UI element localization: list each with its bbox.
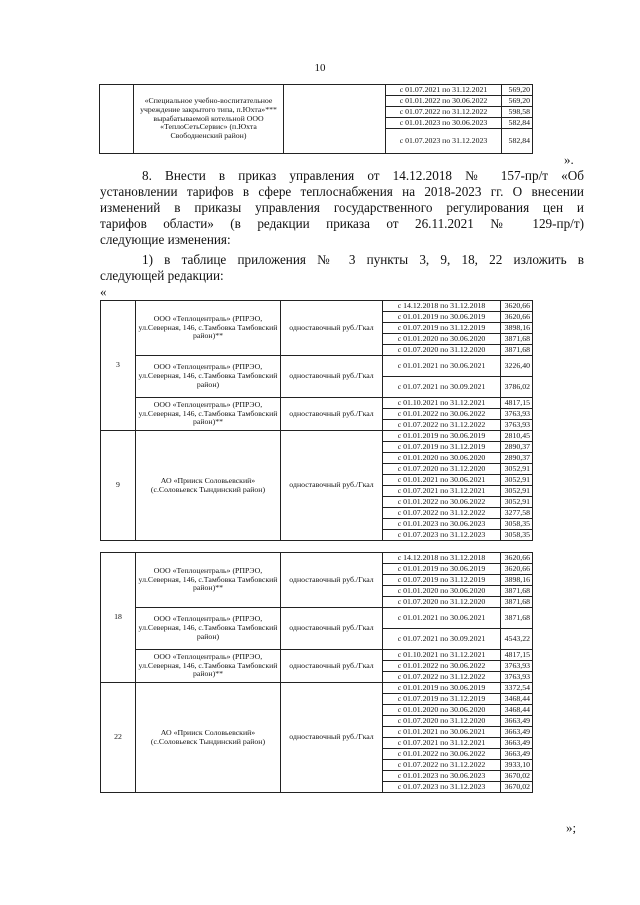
period-cell: с 14.12.2018 по 31.12.2018 — [383, 553, 501, 564]
value-cell: 582,84 — [502, 129, 533, 154]
paragraph-line: тарифов области» (в редакции приказа от 26.11.2021 № 129-пр/т) — [100, 216, 584, 231]
org-cell: АО «Прииск Соловьевский» (с.Соловьевск Тындинский район) — [136, 431, 281, 541]
period-cell: с 01.07.2023 по 31.12.2023 — [383, 782, 501, 793]
value-cell: 3620,66 — [501, 301, 533, 312]
period-cell: с 01.01.2021 по 30.06.2021 — [383, 475, 501, 486]
closing-quote: ». — [564, 152, 574, 167]
closing-quote: »; — [566, 820, 577, 835]
value-cell: 3663,49 — [501, 716, 533, 727]
empty-unit-cell — [284, 85, 386, 154]
value-cell: 3670,02 — [501, 782, 533, 793]
period-cell: с 01.01.2022 по 30.06.2022 — [383, 409, 501, 420]
value-cell: 3620,66 — [501, 564, 533, 575]
org-cell: ООО «Теплоцентраль» (РПРЭО, ул.Северная, 146, с.Тамбовка Тамбовский район)** — [136, 650, 281, 683]
value-cell: 3871,68 — [501, 597, 533, 608]
value-cell: 2810,45 — [501, 431, 533, 442]
value-cell: 3933,10 — [501, 760, 533, 771]
value-cell: 3620,66 — [501, 312, 533, 323]
value-cell: 3871,68 — [501, 334, 533, 345]
period-cell: с 01.07.2019 по 31.12.2019 — [383, 575, 501, 586]
value-cell: 2890,37 — [501, 442, 533, 453]
value-cell: 4817,15 — [501, 650, 533, 661]
org-cell: ООО «Теплоцентраль» (РПРЭО, ул.Северная, 146, с.Тамбовка Тамбовский район) — [136, 608, 281, 650]
period-cell: с 01.07.2019 по 31.12.2019 — [383, 442, 501, 453]
period-cell: с 01.01.2021 по 30.06.2021 — [383, 727, 501, 738]
value-cell: 2890,37 — [501, 453, 533, 464]
value-cell: 3871,68 — [501, 345, 533, 356]
value-cell: 3763,93 — [501, 661, 533, 672]
period-cell: с 01.01.2020 по 30.06.2020 — [383, 705, 501, 716]
period-cell: с 01.01.2019 по 30.06.2019 — [383, 564, 501, 575]
period-cell: с 01.01.2021 по 30.06.2021 — [383, 608, 501, 629]
unit-cell: одноставочный руб./Гкал — [281, 431, 383, 541]
value-cell: 3763,93 — [501, 420, 533, 431]
period-cell: с 01.07.2020 по 31.12.2020 — [383, 464, 501, 475]
period-cell: с 01.07.2021 по 31.12.2021 — [383, 738, 501, 749]
value-cell: 3670,02 — [501, 771, 533, 782]
org-cell: ООО «Теплоцентраль» (РПРЭО, ул.Северная, 146, с.Тамбовка Тамбовский район)** — [136, 553, 281, 608]
value-cell: 3663,49 — [501, 738, 533, 749]
value-cell: 569,20 — [502, 85, 533, 96]
period-cell: с 01.07.2019 по 31.12.2019 — [383, 694, 501, 705]
tariff-table-continuation — [99, 84, 533, 154]
value-cell: 3058,35 — [501, 530, 533, 541]
period-cell: с 01.07.2021 по 31.12.2021 — [386, 85, 502, 96]
value-cell: 3871,68 — [501, 586, 533, 597]
org-cell: ООО «Теплоцентраль» (РПРЭО, ул.Северная, 146, с.Тамбовка Тамбовский район) — [136, 356, 281, 398]
period-cell: с 01.01.2023 по 30.06.2023 — [383, 771, 501, 782]
tariff-table-items-18-22 — [100, 552, 533, 793]
value-cell: 3052,91 — [501, 475, 533, 486]
value-cell: 3372,54 — [501, 683, 533, 694]
paragraph-line: следующие изменения: — [100, 232, 231, 247]
paragraph-line: установлении тарифов в сфере теплоснабжения на 2018-2023 гг. О внесении — [100, 184, 584, 199]
period-cell: с 01.07.2019 по 31.12.2019 — [383, 323, 501, 334]
org-cell: «Специальное учебно-воспитательное учреждение закрытого типа, п.Юхта»*** вырабатываемой котельной ООО «ТеплоСетьСервис» (п.Юхта Свободненский район) — [134, 85, 284, 154]
period-cell: с 01.07.2020 по 31.12.2020 — [383, 716, 501, 727]
value-cell: 3052,91 — [501, 497, 533, 508]
value-cell: 582,84 — [502, 118, 533, 129]
empty-num-cell — [100, 85, 134, 154]
value-cell: 3620,66 — [501, 553, 533, 564]
period-cell: с 01.07.2022 по 31.12.2022 — [383, 420, 501, 431]
unit-cell: одноставочный руб./Гкал — [281, 398, 383, 431]
value-cell: 3786,02 — [501, 377, 533, 398]
period-cell: с 01.01.2020 по 30.06.2020 — [383, 334, 501, 345]
value-cell: 3052,91 — [501, 464, 533, 475]
period-cell: с 01.07.2021 по 30.09.2021 — [383, 629, 501, 650]
unit-cell: одноставочный руб./Гкал — [281, 683, 383, 793]
period-cell: с 01.01.2019 по 30.06.2019 — [383, 431, 501, 442]
value-cell: 3058,35 — [501, 519, 533, 530]
paragraph-line: 1) в таблице приложения № 3 пункты 3, 9, 18, 22 изложить в — [142, 252, 584, 267]
value-cell: 598,58 — [502, 107, 533, 118]
period-cell: с 14.12.2018 по 31.12.2018 — [383, 301, 501, 312]
org-cell: АО «Прииск Соловьевский» (с.Соловьевск Тындинский район) — [136, 683, 281, 793]
period-cell: с 01.01.2022 по 30.06.2022 — [383, 749, 501, 760]
value-cell: 3663,49 — [501, 727, 533, 738]
period-cell: с 01.07.2022 по 31.12.2022 — [383, 508, 501, 519]
value-cell: 3468,44 — [501, 705, 533, 716]
org-cell: ООО «Теплоцентраль» (РПРЭО, ул.Северная, 146, с.Тамбовка Тамбовский район)** — [136, 301, 281, 356]
period-cell: с 01.07.2020 по 31.12.2020 — [383, 345, 501, 356]
opening-quote: « — [100, 284, 107, 299]
value-cell: 3898,16 — [501, 323, 533, 334]
value-cell: 3898,16 — [501, 575, 533, 586]
unit-cell: одноставочный руб./Гкал — [281, 553, 383, 608]
period-cell: с 01.07.2020 по 31.12.2020 — [383, 597, 501, 608]
period-cell: с 01.07.2023 по 31.12.2023 — [383, 530, 501, 541]
period-cell: с 01.10.2021 по 31.12.2021 — [383, 650, 501, 661]
unit-cell: одноставочный руб./Гкал — [281, 650, 383, 683]
item-number: 9 — [101, 431, 136, 541]
period-cell: с 01.01.2022 по 30.06.2022 — [386, 96, 502, 107]
period-cell: с 01.01.2022 по 30.06.2022 — [383, 497, 501, 508]
period-cell: с 01.01.2023 по 30.06.2023 — [386, 118, 502, 129]
value-cell: 3226,40 — [501, 356, 533, 377]
item-number: 3 — [101, 301, 136, 431]
unit-cell: одноставочный руб./Гкал — [281, 356, 383, 398]
value-cell: 3763,93 — [501, 672, 533, 683]
period-cell: с 01.07.2021 по 31.12.2021 — [383, 486, 501, 497]
period-cell: с 01.01.2020 по 30.06.2020 — [383, 586, 501, 597]
org-cell: ООО «Теплоцентраль» (РПРЭО, ул.Северная, 146, с.Тамбовка Тамбовский район)** — [136, 398, 281, 431]
period-cell: с 01.01.2019 по 30.06.2019 — [383, 683, 501, 694]
period-cell: с 01.07.2022 по 31.12.2022 — [386, 107, 502, 118]
item-number: 22 — [101, 683, 136, 793]
period-cell: с 01.07.2022 по 31.12.2022 — [383, 672, 501, 683]
period-cell: с 01.07.2021 по 30.09.2021 — [383, 377, 501, 398]
paragraph-line: 8. Внести в приказ управления от 14.12.2018 № 157-пр/т «Об — [142, 168, 584, 183]
item-paragraph — [100, 252, 584, 284]
amendment-paragraph — [100, 168, 584, 248]
value-cell: 3277,58 — [501, 508, 533, 519]
value-cell: 4543,22 — [501, 629, 533, 650]
page-number: 10 — [314, 62, 326, 74]
value-cell: 4817,15 — [501, 398, 533, 409]
value-cell: 3871,68 — [501, 608, 533, 629]
unit-cell: одноставочный руб./Гкал — [281, 608, 383, 650]
period-cell: с 01.10.2021 по 31.12.2021 — [383, 398, 501, 409]
value-cell: 3763,93 — [501, 409, 533, 420]
paragraph-line: следующей редакции: — [100, 268, 224, 283]
period-cell: с 01.01.2019 по 30.06.2019 — [383, 312, 501, 323]
paragraph-line: изменений в приказы управления государственного регулирования цен и — [100, 200, 584, 215]
period-cell: с 01.01.2021 по 30.06.2021 — [383, 356, 501, 377]
period-cell: с 01.01.2023 по 30.06.2023 — [383, 519, 501, 530]
period-cell: с 01.01.2022 по 30.06.2022 — [383, 661, 501, 672]
value-cell: 3052,91 — [501, 486, 533, 497]
unit-cell: одноставочный руб./Гкал — [281, 301, 383, 356]
period-cell: с 01.01.2020 по 30.06.2020 — [383, 453, 501, 464]
tariff-table-items-3-9 — [100, 300, 533, 541]
period-cell: с 01.07.2022 по 31.12.2022 — [383, 760, 501, 771]
value-cell: 3663,49 — [501, 749, 533, 760]
value-cell: 3468,44 — [501, 694, 533, 705]
period-cell: с 01.07.2023 по 31.12.2023 — [386, 129, 502, 154]
item-number: 18 — [101, 553, 136, 683]
value-cell: 569,20 — [502, 96, 533, 107]
